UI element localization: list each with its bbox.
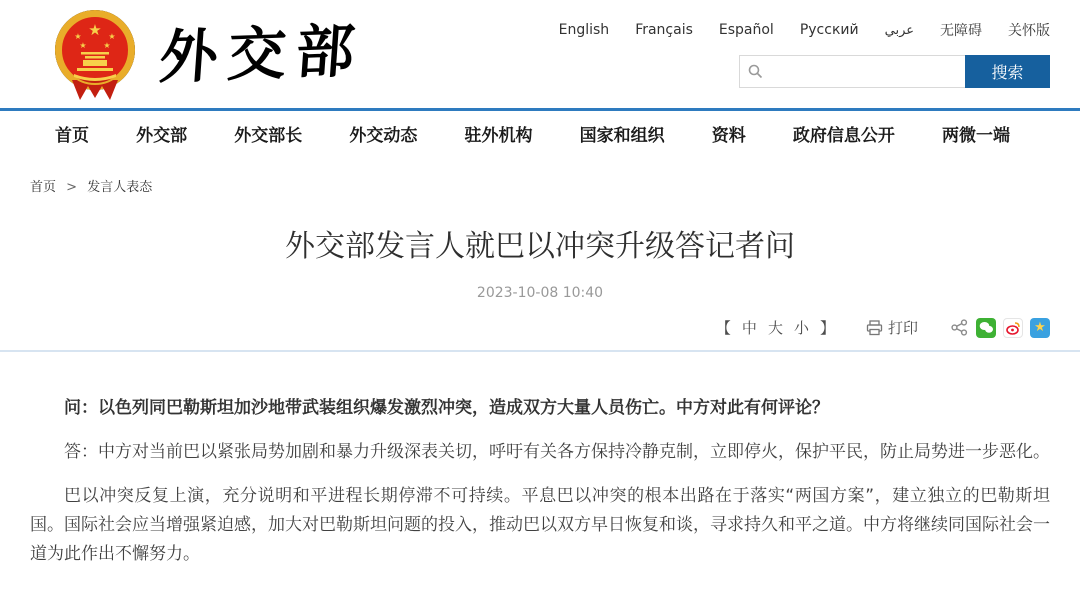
home-logo-link[interactable]: [52, 8, 367, 100]
page-title: 外交部发言人就巴以冲突升级答记者问: [285, 229, 795, 264]
nav-item-minister[interactable]: 外交部长: [234, 126, 303, 146]
breadcrumb: [30, 176, 1080, 195]
accessibility-link[interactable]: 无障碍: [940, 23, 982, 39]
lang-francais[interactable]: Français: [635, 22, 693, 38]
bracket-open: 【: [715, 319, 731, 337]
search-icon: [748, 64, 763, 79]
printer-icon: [866, 320, 883, 336]
breadcrumb-separator: >: [66, 180, 78, 195]
nav-item-missions[interactable]: 驻外机构: [464, 126, 533, 146]
weibo-icon[interactable]: [1003, 318, 1023, 338]
nav-item-resources[interactable]: 资料: [711, 126, 746, 146]
bracket-close: 】: [819, 319, 835, 337]
lang-espanol[interactable]: Español: [718, 22, 774, 38]
font-size-control: [716, 317, 835, 338]
language-links: [559, 20, 1050, 40]
svg-text:★: ★: [88, 21, 102, 39]
breadcrumb-home[interactable]: 首页: [30, 180, 57, 195]
nav-item-activities[interactable]: 外交动态: [349, 126, 418, 146]
nav-item-countries[interactable]: 国家和组织: [579, 126, 665, 146]
nav-item-mfa[interactable]: 外交部: [136, 126, 188, 146]
article-toolbar: [0, 317, 1050, 338]
nav-item-social[interactable]: 两微一端: [942, 126, 1010, 146]
font-size-small[interactable]: 小: [793, 319, 809, 337]
site-header: [0, 0, 1080, 108]
search-button[interactable]: 搜索: [965, 55, 1050, 88]
calligraphy-logo: 外交部: [157, 16, 367, 92]
main-nav: [0, 108, 1080, 156]
wechat-icon[interactable]: [976, 318, 996, 338]
svg-text:★: ★: [108, 32, 116, 41]
nav-item-home[interactable]: 首页: [55, 126, 89, 146]
share-group: [949, 318, 1050, 338]
lang-english[interactable]: English: [558, 22, 610, 38]
lang-arabic[interactable]: عربي: [884, 22, 914, 38]
lang-russian[interactable]: Русский: [799, 22, 859, 38]
national-emblem-icon: [52, 8, 138, 100]
svg-text:★: ★: [74, 32, 82, 41]
share-icon[interactable]: [949, 318, 969, 338]
font-size-medium[interactable]: 中: [741, 319, 757, 337]
care-version-link[interactable]: 关怀版: [1008, 23, 1050, 39]
print-label: 打印: [887, 319, 918, 337]
content-divider: [0, 350, 1080, 352]
publish-date: 2023-10-08 10:40: [476, 285, 604, 301]
header-right: [559, 8, 1050, 88]
nav-item-gov-info[interactable]: 政府信息公开: [792, 126, 895, 146]
svg-text:★: ★: [79, 41, 87, 50]
paragraph-question: 问：以色列同巴勒斯坦加沙地带武装组织爆发激烈冲突，造成双方大量人员伤亡。中方对此有何评论？: [64, 398, 829, 418]
qzone-icon[interactable]: ★: [1030, 318, 1050, 338]
article-body: [30, 394, 1050, 569]
print-button[interactable]: [866, 317, 918, 338]
search-input[interactable]: [769, 56, 965, 87]
svg-text:★: ★: [103, 41, 111, 50]
font-size-large[interactable]: 大: [767, 319, 783, 337]
breadcrumb-current[interactable]: 发言人表态: [87, 180, 153, 195]
paragraph-answer-1: 答：中方对当前巴以紧张局势加剧和暴力升级深表关切，呼吁有关各方保持冷静克制，立即停火，保护平民，防止局势进一步恶化。: [64, 442, 1050, 462]
paragraph-answer-2: 巴以冲突反复上演，充分说明和平进程长期停滞不可持续。平息巴以冲突的根本出路在于落实“两国方案”，建立独立的巴勒斯坦国。国际社会应当增强紧迫感，加大对巴勒斯坦问题的投入，推动巴以双方早日恢复和谈，寻求持久和平之道。中方将继续同国际社会一道为此作出不懈努力。: [30, 486, 1050, 564]
search-bar: [739, 55, 1050, 88]
